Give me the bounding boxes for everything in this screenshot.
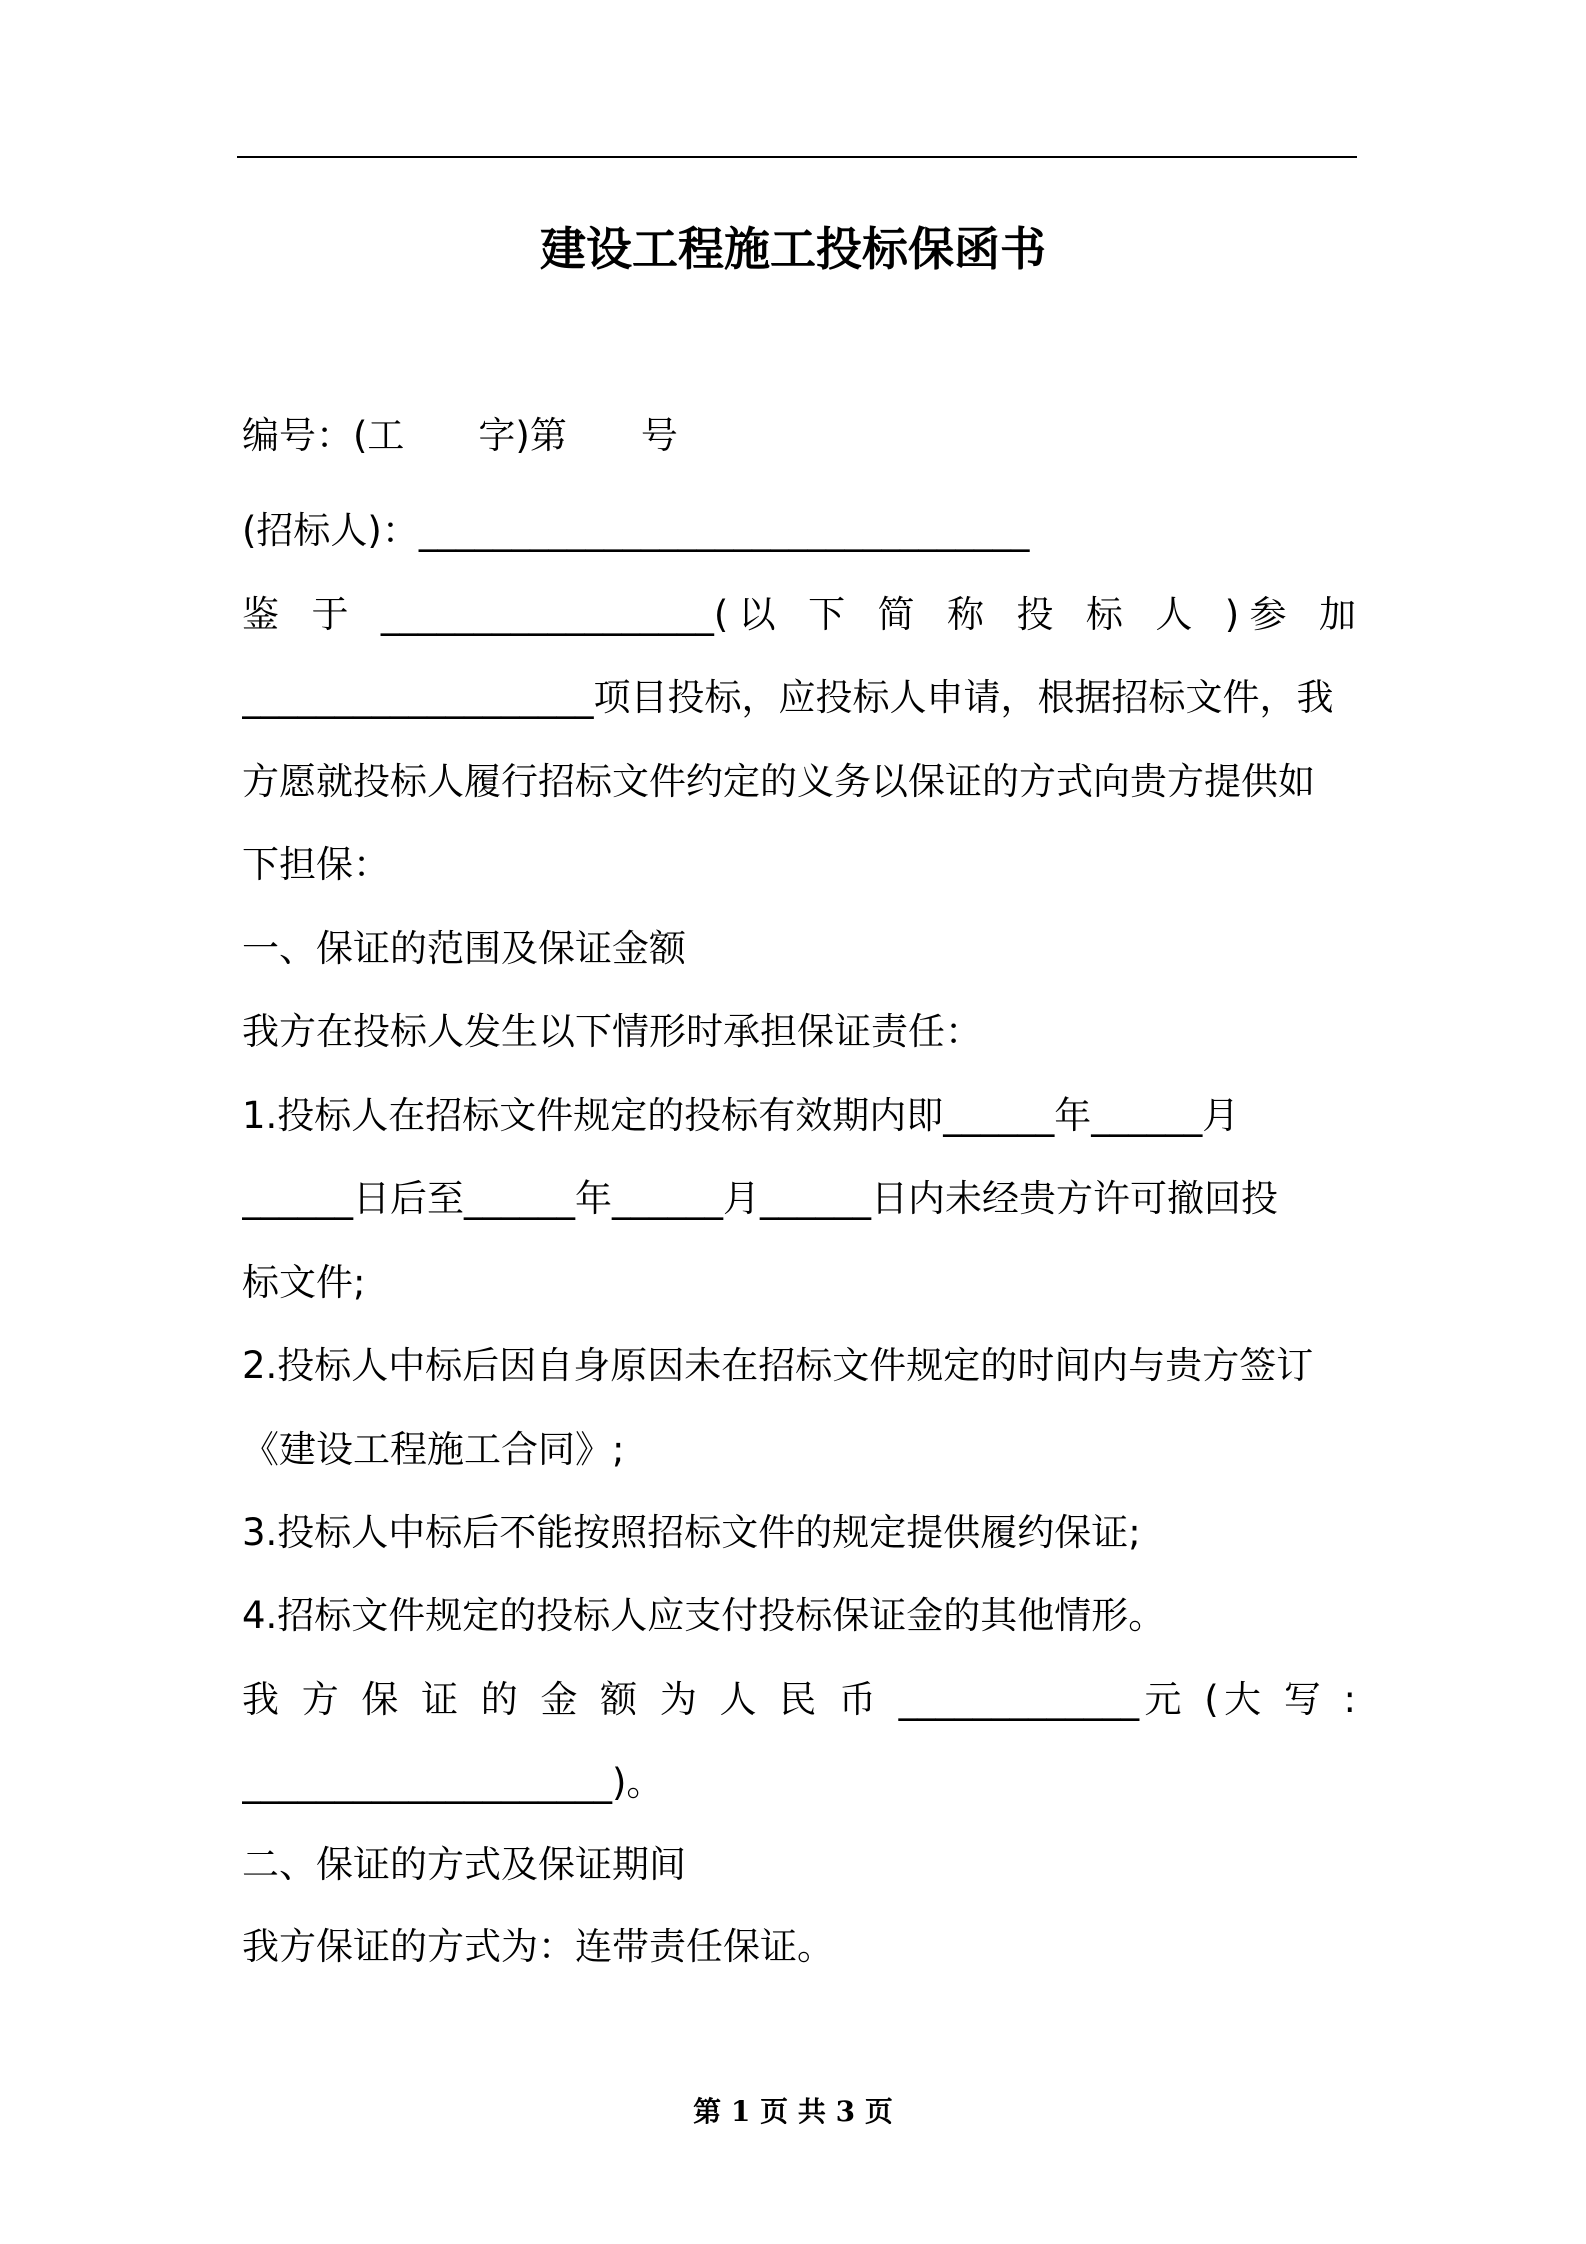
clause-line: 4.招标文件规定的投标人应支付投标保证金的其他情形。: [242, 1594, 1166, 1637]
clause-line: ______日后至______年______月______日内未经贵方许可撤回投: [242, 1177, 1278, 1220]
body-line: 我方保证的方式为：连带责任保证。: [242, 1925, 834, 1968]
section-heading-method: 二、保证的方式及保证期间: [242, 1843, 686, 1886]
tenderee-line: (招标人)：_________________________________: [242, 509, 1030, 552]
page-indicator: 第 1 页 共 3 页: [693, 2095, 893, 2128]
serial-number-line: 编号：(工 字)第 号: [242, 414, 678, 457]
clause-line: 3.投标人中标后不能按照招标文件的规定提供履约保证;: [242, 1511, 1141, 1554]
body-line: ___________________项目投标，应投标人申请，根据招标文件，我: [242, 676, 1334, 719]
clause-line: 标文件;: [242, 1261, 366, 1304]
body-line: 鉴 于 __________________(以 下 简 称 投 标 人 )参 加: [242, 593, 1356, 636]
document-title: 建设工程施工投标保函书: [540, 222, 1046, 276]
body-line: 下担保：: [242, 843, 390, 886]
amount-line: 我 方 保 证 的 金 额 为 人 民 币 _____________元 (大 写 :: [242, 1678, 1356, 1721]
body-line: 我方在投标人发生以下情形时承担保证责任：: [242, 1010, 982, 1053]
clause-line: 1.投标人在招标文件规定的投标有效期内即______年______月: [242, 1094, 1240, 1137]
amount-line: ____________________)。: [242, 1761, 664, 1804]
header-rule: [237, 156, 1357, 158]
clause-line: 2.投标人中标后因自身原因未在招标文件规定的时间内与贵方签订: [242, 1344, 1314, 1387]
clause-line: 《建设工程施工合同》;: [242, 1428, 625, 1471]
body-line: 方愿就投标人履行招标文件约定的义务以保证的方式向贵方提供如: [242, 760, 1315, 803]
section-heading-scope: 一、保证的范围及保证金额: [242, 927, 686, 970]
